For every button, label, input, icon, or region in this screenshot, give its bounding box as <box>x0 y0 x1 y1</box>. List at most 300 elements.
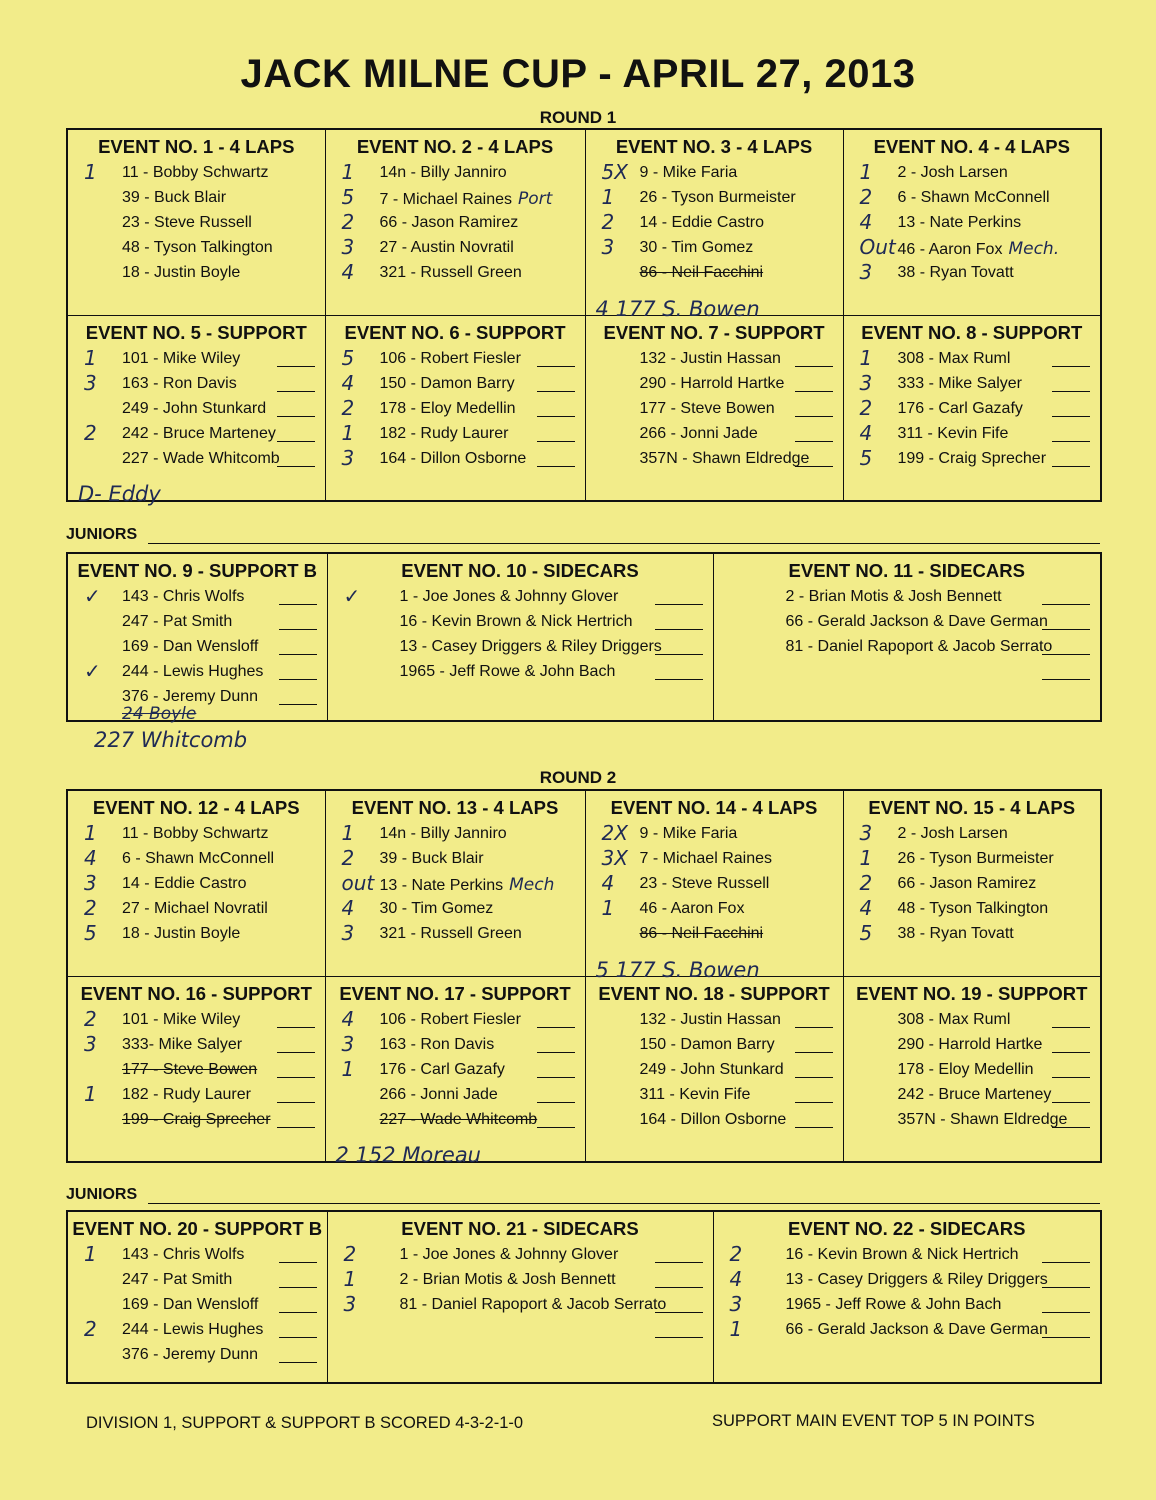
entry-row <box>328 586 713 611</box>
entry-row <box>586 237 843 262</box>
rider-entry: 39 - Buck Blair <box>122 189 227 206</box>
rider-entry: 143 - Chris Wolfs <box>122 1246 245 1263</box>
rider-entry: 14n - Billy Janniro <box>379 825 507 842</box>
points-blank <box>795 466 833 467</box>
entry-row <box>586 1084 843 1109</box>
entry-row <box>68 212 325 237</box>
event-cell <box>67 129 325 315</box>
rider-entry: 182 - Rudy Laurer <box>122 1085 251 1103</box>
handwritten-addition: 4 177 S. Bowen <box>595 296 760 321</box>
entry-row <box>844 1009 1101 1034</box>
points-blank <box>277 1077 315 1078</box>
entry-row <box>68 611 327 636</box>
rider-entry: 321 - Russell Green <box>379 925 522 942</box>
entry-row <box>68 345 325 373</box>
entry-row <box>586 873 843 898</box>
points-blank <box>277 441 315 442</box>
handwritten-placing: 1 <box>341 821 355 845</box>
points-blank <box>655 654 703 655</box>
rider-entry: 247 - Pat Smith <box>122 1271 233 1288</box>
event-header: EVENT NO. 9 - SUPPORT B <box>77 560 317 581</box>
rider-entry: 242 - Bruce Marteney <box>122 424 276 442</box>
points-blank <box>1052 366 1090 367</box>
entry-row <box>586 348 843 373</box>
rider-entry: 333 - Mike Salyer <box>897 374 1022 392</box>
points-blank <box>279 1262 317 1263</box>
handwritten-placing: 4 <box>859 210 873 234</box>
points-blank <box>795 1077 833 1078</box>
rider-entry: 66 - Jason Ramirez <box>379 214 519 231</box>
rider-entry: 1 - Joe Jones & Johnny Glover <box>399 588 619 605</box>
handwritten-placing: 2 <box>84 1317 97 1341</box>
rider-entry: 266 - Jonni Jade <box>639 424 758 442</box>
entry-row <box>326 345 585 373</box>
rider-entry: 357N - Shawn Eldredge <box>897 1110 1068 1128</box>
points-blank <box>655 1287 703 1288</box>
handwritten-placing: 4 <box>341 1006 355 1031</box>
rider-entry: 16 - Kevin Brown & Nick Hertrich <box>399 613 633 630</box>
handwritten-placing: 2 <box>341 210 355 234</box>
rider-entry: 242 - Bruce Marteney <box>897 1085 1052 1103</box>
handwritten-placing: 1 <box>859 345 873 370</box>
entry-row <box>714 1244 1101 1269</box>
points-blank <box>1042 654 1090 655</box>
entry-row <box>328 661 713 686</box>
handwritten-placing: 3 <box>859 370 873 395</box>
rider-entry: 311 - Kevin Fife <box>639 1085 751 1103</box>
event-header: EVENT NO. 8 - SUPPORT <box>861 321 1083 343</box>
entry-row <box>328 1319 713 1344</box>
rider-entry: 6 - Shawn McConnell <box>122 850 275 867</box>
event-header: EVENT NO. 12 - 4 LAPS <box>92 797 300 818</box>
points-blank <box>1042 1337 1090 1338</box>
points-blank <box>1042 679 1090 680</box>
handwritten-placing: 3 <box>341 235 355 259</box>
handwritten-placing: 3 <box>859 821 873 845</box>
entry-row <box>844 395 1101 423</box>
rider-entry: 163 - Ron Davis <box>122 374 237 392</box>
handwritten-placing: 2 <box>859 871 873 895</box>
entry-row <box>68 1269 327 1294</box>
entry-row <box>326 1109 585 1134</box>
points-blank <box>1052 1052 1090 1053</box>
entry-row <box>68 370 325 398</box>
rider-entry: 18 - Justin Boyle <box>122 264 241 281</box>
handwritten-placing: 1 <box>84 1081 97 1106</box>
rider-entry: 176 - Carl Gazafy <box>379 1060 505 1078</box>
rider-entry: 14 - Eddie Castro <box>122 875 247 892</box>
points-blank <box>279 679 317 680</box>
rider-entry: 1965 - Jeff Rowe & John Bach <box>785 1296 1002 1313</box>
entry-row <box>68 187 325 212</box>
event-cell <box>325 315 585 501</box>
entry-row <box>714 1319 1101 1344</box>
support-grid <box>66 552 1102 722</box>
handwritten-placing: 1 <box>341 160 355 184</box>
handwritten-placing: ✓ <box>84 659 101 683</box>
rider-entry: 11 - Bobby Schwartz <box>122 164 269 181</box>
event-cell <box>713 1211 1101 1383</box>
entry-row <box>586 898 843 923</box>
event-cell <box>585 790 843 982</box>
handwritten-placing: 3 <box>729 1292 743 1316</box>
rider-entry: 14n - Billy Janniro <box>379 164 507 181</box>
rider-entry: 46 - Aaron Fox Mech. <box>897 239 1060 259</box>
rider-entry: 376 - Jeremy Dunn <box>122 1346 259 1363</box>
event-cell <box>713 553 1101 721</box>
rider-entry: 23 - Steve Russell <box>122 214 252 231</box>
points-blank <box>279 1362 317 1363</box>
entry-row <box>844 923 1101 948</box>
rider-entry: 13 - Casey Driggers & Riley Driggers <box>785 1271 1048 1288</box>
rider-entry: 249 - John Stunkard <box>639 1060 784 1078</box>
handwritten-placing: 1 <box>341 1056 355 1081</box>
entry-row <box>844 187 1101 212</box>
rider-entry: 132 - Justin Hassan <box>639 1010 781 1028</box>
event-cell <box>585 315 843 501</box>
entry-row <box>326 187 585 212</box>
entry-row <box>68 586 327 611</box>
entry-row <box>326 1006 585 1034</box>
points-blank <box>537 1027 575 1028</box>
support-grid <box>66 1210 1102 1384</box>
rider-entry: 101 - Mike Wiley <box>122 349 241 367</box>
points-blank <box>537 1077 575 1078</box>
event-cell <box>325 976 585 1167</box>
entry-row <box>68 1109 325 1134</box>
rider-entry: 26 - Tyson Burmeister <box>639 189 796 206</box>
rider-entry: 7 - Michael Raines <box>639 850 772 867</box>
entry-row <box>326 848 585 873</box>
rider-entry: 290 - Harrold Hartke <box>639 374 785 392</box>
handwritten-placing: 5 <box>84 921 97 945</box>
entry-row <box>844 848 1101 873</box>
entry-row <box>68 262 325 287</box>
event-header: EVENT NO. 5 - SUPPORT <box>85 321 307 343</box>
rider-entry: 66 - Jason Ramirez <box>897 875 1037 892</box>
entry-row <box>68 848 325 873</box>
rider-entry: 106 - Robert Fiesler <box>379 1010 521 1028</box>
handwritten-placing: ✓ <box>343 584 361 608</box>
points-blank <box>277 1052 315 1053</box>
event-cell <box>67 976 325 1162</box>
entry-row <box>844 823 1101 848</box>
event-header: EVENT NO. 20 - SUPPORT B <box>72 1218 323 1239</box>
entry-row <box>68 162 325 187</box>
rider-entry: 81 - Daniel Rapoport & Jacob Serrato <box>399 1296 667 1313</box>
juniors-blank-line <box>148 543 1100 544</box>
rider-entry: 46 - Aaron Fox <box>639 900 745 917</box>
event-header: EVENT NO. 19 - SUPPORT <box>856 982 1088 1004</box>
event-cell <box>585 129 843 321</box>
event-cell <box>67 315 325 506</box>
footer-scoring-note: DIVISION 1, SUPPORT & SUPPORT B SCORED 4-3-2-1-0 <box>86 1414 524 1432</box>
event-header: EVENT NO. 7 - SUPPORT <box>603 321 825 343</box>
rider-entry: 1 - Joe Jones & Johnny Glover <box>399 1246 619 1263</box>
rider-entry: 199 - Craig Sprecher <box>897 449 1047 467</box>
handwritten-placing: 3 <box>343 1292 357 1316</box>
rider-entry: 143 - Chris Wolfs <box>122 588 245 605</box>
handwritten-placing: 2 <box>729 1242 743 1266</box>
footer-main-event-note: SUPPORT MAIN EVENT TOP 5 IN POINTS <box>712 1412 1035 1430</box>
handwritten-placing: ✓ <box>84 584 101 608</box>
event-header: EVENT NO. 22 - SIDECARS <box>788 1218 1026 1239</box>
points-blank <box>537 1052 575 1053</box>
rider-entry: 164 - Dillon Osborne <box>379 449 527 467</box>
points-blank <box>537 466 575 467</box>
rider-entry: 30 - Tim Gomez <box>639 239 754 256</box>
entry-row <box>586 262 843 287</box>
event-cell <box>843 129 1101 315</box>
event-header: EVENT NO. 6 - SUPPORT <box>344 321 566 343</box>
points-blank <box>795 1052 833 1053</box>
entry-row <box>844 898 1101 923</box>
handwritten-note: Mech <box>509 875 555 895</box>
points-blank <box>655 604 703 605</box>
rider-entry: 176 - Carl Gazafy <box>897 399 1023 417</box>
handwritten-addition: 5 177 S. Bowen <box>595 957 760 982</box>
handwritten-placing: 3 <box>84 1031 97 1056</box>
rider-entry: 66 - Gerald Jackson & Dave German <box>785 1321 1048 1338</box>
page-title: JACK MILNE CUP - APRIL 27, 2013 <box>240 52 916 96</box>
event-cell <box>327 1211 713 1383</box>
points-blank <box>1052 1077 1090 1078</box>
rider-entry: 16 - Kevin Brown & Nick Hertrich <box>785 1246 1019 1263</box>
rider-entry: 101 - Mike Wiley <box>122 1010 241 1028</box>
points-blank <box>279 654 317 655</box>
points-blank <box>655 1337 703 1338</box>
entry-row <box>714 1294 1101 1319</box>
handwritten-placing: 3 <box>341 921 355 945</box>
round-label: ROUND 2 <box>539 768 617 787</box>
juniors-label: JUNIORS <box>66 526 138 543</box>
entry-row <box>326 823 585 848</box>
handwritten-placing: 2 <box>343 1242 357 1266</box>
handwritten-placing: 1 <box>729 1317 743 1341</box>
handwritten-placing: 2 <box>84 420 97 445</box>
points-blank <box>277 416 315 417</box>
entry-row <box>586 1109 843 1134</box>
entry-row <box>68 398 325 423</box>
entry-row <box>844 873 1101 898</box>
points-blank <box>279 1312 317 1313</box>
entry-row <box>586 848 843 873</box>
event-cell <box>325 129 585 315</box>
points-blank <box>537 366 575 367</box>
handwritten-placing: 4 <box>859 420 873 445</box>
entry-row <box>68 1059 325 1084</box>
handwritten-placing: 4 <box>341 896 355 920</box>
handwritten-placing: 5X <box>601 160 628 184</box>
rider-entry: 163 - Ron Davis <box>379 1035 495 1053</box>
rider-entry: 7 - Michael Raines Port <box>379 189 553 209</box>
handwritten-placing: 2 <box>84 896 97 920</box>
handwritten-placing: 2 <box>601 210 615 234</box>
points-blank <box>655 1262 703 1263</box>
points-blank <box>537 1127 575 1128</box>
rider-entry: 30 - Tim Gomez <box>379 900 494 917</box>
entry-row <box>714 661 1101 686</box>
entry-row <box>68 923 325 948</box>
handwritten-placing: 2 <box>341 846 355 870</box>
rider-entry: 290 - Harrold Hartke <box>897 1035 1043 1053</box>
entry-row <box>68 420 325 448</box>
entry-row <box>844 1034 1101 1059</box>
handwritten-placing: 5 <box>341 185 355 209</box>
points-blank <box>795 391 833 392</box>
rider-entry: 164 - Dillon Osborne <box>639 1110 787 1128</box>
points-blank <box>795 1127 833 1128</box>
points-blank <box>1052 1027 1090 1028</box>
event-header: EVENT NO. 18 - SUPPORT <box>598 982 830 1004</box>
rider-entry: 106 - Robert Fiesler <box>379 349 521 367</box>
points-blank <box>795 366 833 367</box>
event-cell <box>67 790 325 976</box>
event-cell <box>325 790 585 976</box>
rider-entry: 244 - Lewis Hughes <box>122 1321 264 1338</box>
event-cell <box>843 315 1101 501</box>
event-header: EVENT NO. 4 - 4 LAPS <box>873 136 1070 157</box>
entry-row <box>326 898 585 923</box>
entry-row <box>68 1319 327 1344</box>
entry-row <box>68 1006 325 1034</box>
entry-row <box>844 262 1101 287</box>
handwritten-placing: 1 <box>859 160 873 184</box>
handwritten-placing: 2X <box>601 821 628 845</box>
points-blank <box>277 1127 315 1128</box>
rider-entry: 178 - Eloy Medellin <box>379 399 516 417</box>
handwritten-placing: 1 <box>84 821 97 845</box>
handwritten-placing: 3 <box>341 445 355 470</box>
rider-entry: 38 - Ryan Tovatt <box>897 264 1014 281</box>
event-cell <box>843 976 1101 1162</box>
round-label: ROUND 1 <box>539 108 617 127</box>
entry-row <box>328 636 713 661</box>
event-header: EVENT NO. 10 - SIDECARS <box>401 560 639 581</box>
handwritten-placing: Out <box>859 235 896 259</box>
rider-entry: 13 - Casey Driggers & Riley Driggers <box>399 638 662 655</box>
handwritten-placing: 4 <box>601 871 615 895</box>
event-cell <box>843 790 1101 976</box>
rider-entry: 39 - Buck Blair <box>379 850 484 867</box>
handwritten-placing: 5 <box>341 345 355 370</box>
rider-entry: 9 - Mike Faria <box>639 825 738 842</box>
rider-entry: 11 - Bobby Schwartz <box>122 825 269 842</box>
entry-row <box>326 262 585 287</box>
rider-entry: 26 - Tyson Burmeister <box>897 850 1054 867</box>
entry-row <box>326 923 585 948</box>
rider-entry: 321 - Russell Green <box>379 264 522 281</box>
entry-row <box>68 823 325 848</box>
rider-entry: 6 - Shawn McConnell <box>897 189 1050 206</box>
rider-entry: 48 - Tyson Talkington <box>122 239 273 256</box>
points-blank <box>537 441 575 442</box>
points-blank <box>277 1102 315 1103</box>
entry-row <box>68 873 325 898</box>
rider-entry: 2 - Josh Larsen <box>897 825 1008 842</box>
handwritten-note: Mech. <box>1008 239 1060 259</box>
handwritten-placing: 1 <box>859 846 873 870</box>
points-blank <box>795 441 833 442</box>
handwritten-placing: 4 <box>341 260 355 284</box>
points-blank <box>1042 604 1090 605</box>
event-header: EVENT NO. 13 - 4 LAPS <box>351 797 559 818</box>
entry-row <box>844 370 1101 398</box>
rider-entry: 150 - Damon Barry <box>379 374 515 392</box>
rider-entry: 182 - Rudy Laurer <box>379 424 509 442</box>
event-grid <box>66 128 1102 506</box>
entry-row <box>68 237 325 262</box>
entry-row <box>326 237 585 262</box>
entry-row <box>326 1084 585 1109</box>
points-blank <box>1042 1312 1090 1313</box>
entry-row <box>844 445 1101 473</box>
rider-entry: 81 - Daniel Rapoport & Jacob Serrato <box>785 638 1053 655</box>
rider-entry: 169 - Dan Wensloff <box>122 1296 259 1313</box>
rider-entry: 86 - Neil Facchini <box>639 264 764 281</box>
rider-entry: 247 - Pat Smith <box>122 613 233 630</box>
entry-row <box>326 445 585 473</box>
entry-row <box>326 395 585 423</box>
entry-row <box>586 823 843 848</box>
rider-entry: 2 - Brian Motis & Josh Bennett <box>399 1271 616 1288</box>
points-blank <box>655 629 703 630</box>
entry-row <box>844 420 1101 448</box>
handwritten-addition: 227 Whitcomb <box>94 728 248 752</box>
rider-entry: 244 - Lewis Hughes <box>122 663 264 680</box>
points-blank <box>655 1312 703 1313</box>
rider-entry: 132 - Justin Hassan <box>639 349 781 367</box>
event-header: EVENT NO. 3 - 4 LAPS <box>615 136 813 157</box>
entry-row <box>844 162 1101 187</box>
points-blank <box>795 416 833 417</box>
entry-row <box>328 1269 713 1294</box>
rider-entry: 66 - Gerald Jackson & Dave German <box>785 613 1048 630</box>
handwritten-placing: 1 <box>343 1267 357 1291</box>
handwritten-addition: 2 152 Moreau <box>335 1143 481 1167</box>
handwritten-placing: 3 <box>84 370 97 395</box>
points-blank <box>537 1102 575 1103</box>
handwritten-placing: 2 <box>859 395 873 420</box>
entry-row <box>844 1059 1101 1084</box>
handwritten-placing: 1 <box>84 1242 97 1266</box>
rider-entry: 23 - Steve Russell <box>639 875 770 892</box>
handwritten-note: Port <box>518 189 553 209</box>
points-blank <box>1052 391 1090 392</box>
points-blank <box>655 679 703 680</box>
rider-entry: 9 - Mike Faria <box>639 164 738 181</box>
rider-entry: 199 - Craig Sprecher <box>122 1110 271 1128</box>
points-blank <box>277 391 315 392</box>
event-grid <box>66 789 1102 1167</box>
rider-entry: 13 - Nate Perkins Mech <box>379 875 555 895</box>
event-header: EVENT NO. 15 - 4 LAPS <box>868 797 1076 818</box>
entry-row <box>586 1009 843 1034</box>
entry-row <box>326 420 585 448</box>
points-blank <box>1042 629 1090 630</box>
event-cell <box>327 553 713 721</box>
handwritten-placing: 4 <box>84 846 97 870</box>
event-cell <box>585 976 843 1162</box>
handwritten-placing: 3X <box>601 846 628 870</box>
rider-entry: 227 - Wade Whitcomb <box>379 1110 538 1128</box>
rider-entry: 266 - Jonni Jade <box>379 1085 498 1103</box>
handwritten-placing: 3 <box>601 235 615 259</box>
event-header: EVENT NO. 14 - 4 LAPS <box>610 797 818 818</box>
juniors-label: JUNIORS <box>66 1186 138 1203</box>
rider-entry: 18 - Justin Boyle <box>122 925 241 942</box>
rider-entry: 376 - Jeremy Dunn <box>122 688 259 705</box>
